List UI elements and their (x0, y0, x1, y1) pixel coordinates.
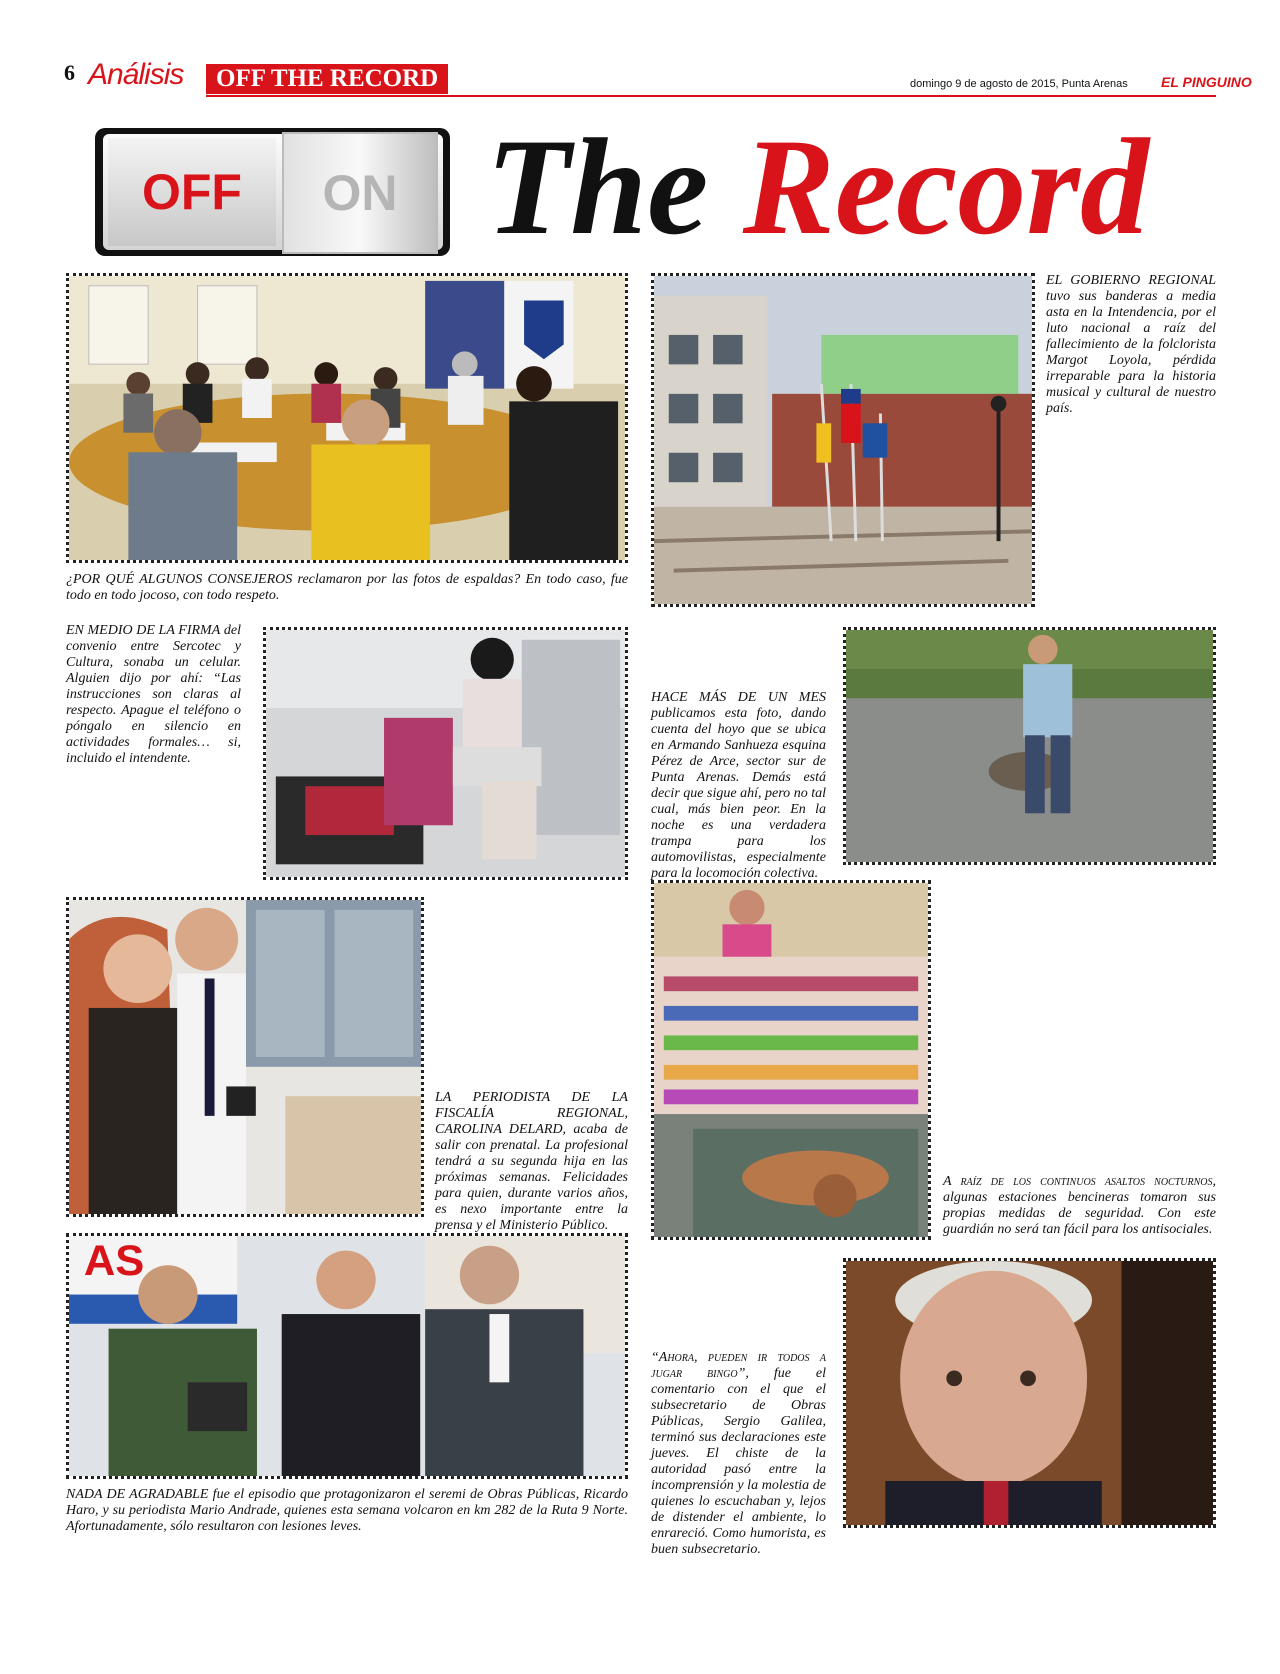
caption-bencineras (943, 1174, 1216, 1238)
issue-date: domingo 9 de agosto de 2015, Punta Arenas (910, 78, 1128, 90)
caption-hoyo-body: publicamos esta foto, dando cuenta del hoyo que se ubica en Armando Sanhueza esquina Pérez de Arce, sector sur de Punta Arenas. Demás está decir que sigue ahí, pero no tal cual, más bien peor. En la noche es una verdadera trampa para los automovilistas, especialmente para la locomoción colectiva. (651, 706, 826, 881)
caption-banderas-body: tuvo sus banderas a media asta en la Intendencia, por el luto nacional a raíz del fallecimiento de la folclorista Margot Loyola, pérdida irreparable para la historia musical y cultural de nuestro país. (1046, 289, 1216, 416)
caption-bencineras-lead: A raíz de los continuos asaltos nocturnos, (943, 1174, 1216, 1189)
caption-banderas (1046, 273, 1216, 417)
subsection-tag: OFF THE RECORD (206, 64, 448, 94)
photo-council-meeting (66, 273, 628, 563)
photo-pothole-man (843, 627, 1216, 865)
caption-celular (66, 623, 241, 767)
caption-consejeros-lead: ¿POR QUÉ ALGUNOS CONSEJEROS (66, 572, 293, 587)
poster-fragment: AS (83, 1237, 145, 1285)
page-number: 6 (64, 60, 75, 85)
caption-consejeros (66, 572, 628, 604)
page-title (486, 112, 1149, 262)
caption-accidente-body: fue el episodio que protagonizaron el seremi de Obras Públicas, Ricardo Haro, y su periodista Mario Andrade, quienes esta semana volcaron en km 282 de la Ruta 9 Norte. Afortunadamente, sólo resultaron con lesiones leves. (66, 1487, 629, 1534)
caption-periodista-lead: LA PERIODISTA DE LA FISCALÍA REGIONAL, CAROLINA DELARD, (435, 1090, 628, 1137)
caption-bingo-lead: “Ahora, pueden ir todos a jugar bingo”, (651, 1350, 826, 1381)
caption-celular-lead: EN MEDIO DE LA FIRMA (66, 623, 221, 638)
photo-flags-intendencia (651, 273, 1035, 607)
title-record: Record (742, 110, 1150, 263)
section-label: Análisis (88, 58, 184, 91)
photo-journalist-hug (66, 897, 424, 1217)
title-the: The (486, 110, 709, 263)
photo-woman-seated (263, 627, 628, 880)
newspaper-logo: EL PINGUINO (1161, 74, 1252, 90)
caption-accidente-lead: NADA DE AGRADABLE (66, 1487, 209, 1502)
photo-dog-guard (651, 880, 931, 1240)
caption-periodista (435, 1090, 628, 1234)
caption-accidente (66, 1487, 628, 1535)
photo-subsecretario-portrait (843, 1258, 1216, 1528)
caption-bingo-body: fue el comentario con el que el subsecretario de Obras Públicas, Sergio Galilea, terminó sus declaraciones este jueves. El chiste de la autoridad pasó entre la incomprensión y la molestia de quienes lo escuchaban y, lejos de distender el ambiente, lo enrareció. Como humorista, es buen subsecretario. (651, 1366, 826, 1557)
caption-banderas-lead: EL GOBIERNO REGIONAL (1046, 273, 1216, 288)
caption-bingo (651, 1350, 826, 1558)
caption-hoyo-lead: HACE MÁS DE UN MES (651, 690, 826, 705)
header-rule (206, 95, 1216, 97)
photo-obras-publicas (66, 1233, 628, 1479)
caption-consejeros-body: reclamaron por las fotos de espaldas? En todo caso, fue todo en todo jocoso, con todo respeto. (66, 572, 628, 603)
caption-hoyo (651, 690, 826, 882)
switch-on-label: ON (282, 132, 438, 254)
switch-off-label: OFF (108, 138, 276, 246)
caption-celular-body: del convenio entre Sercotec y Cultura, sonaba un celular. Alguien dijo por ahí: “Las instrucciones son claras al respecto. Apague el teléfono o póngalo en silencio en actividades formales… si, incluido el intendente. (66, 623, 242, 766)
caption-bencineras-body: algunas estaciones bencineras tomaron sus propias medidas de seguridad. Con este guardián no será tan fácil para los antisociales. (943, 1190, 1216, 1237)
caption-periodista-body: acaba de salir con prenatal. La profesional tendrá a su segunda hija en las próximas semanas. Felicidades para quien, durante varios años, es nexo importante entre la prensa y el Ministerio Público. (435, 1122, 628, 1233)
